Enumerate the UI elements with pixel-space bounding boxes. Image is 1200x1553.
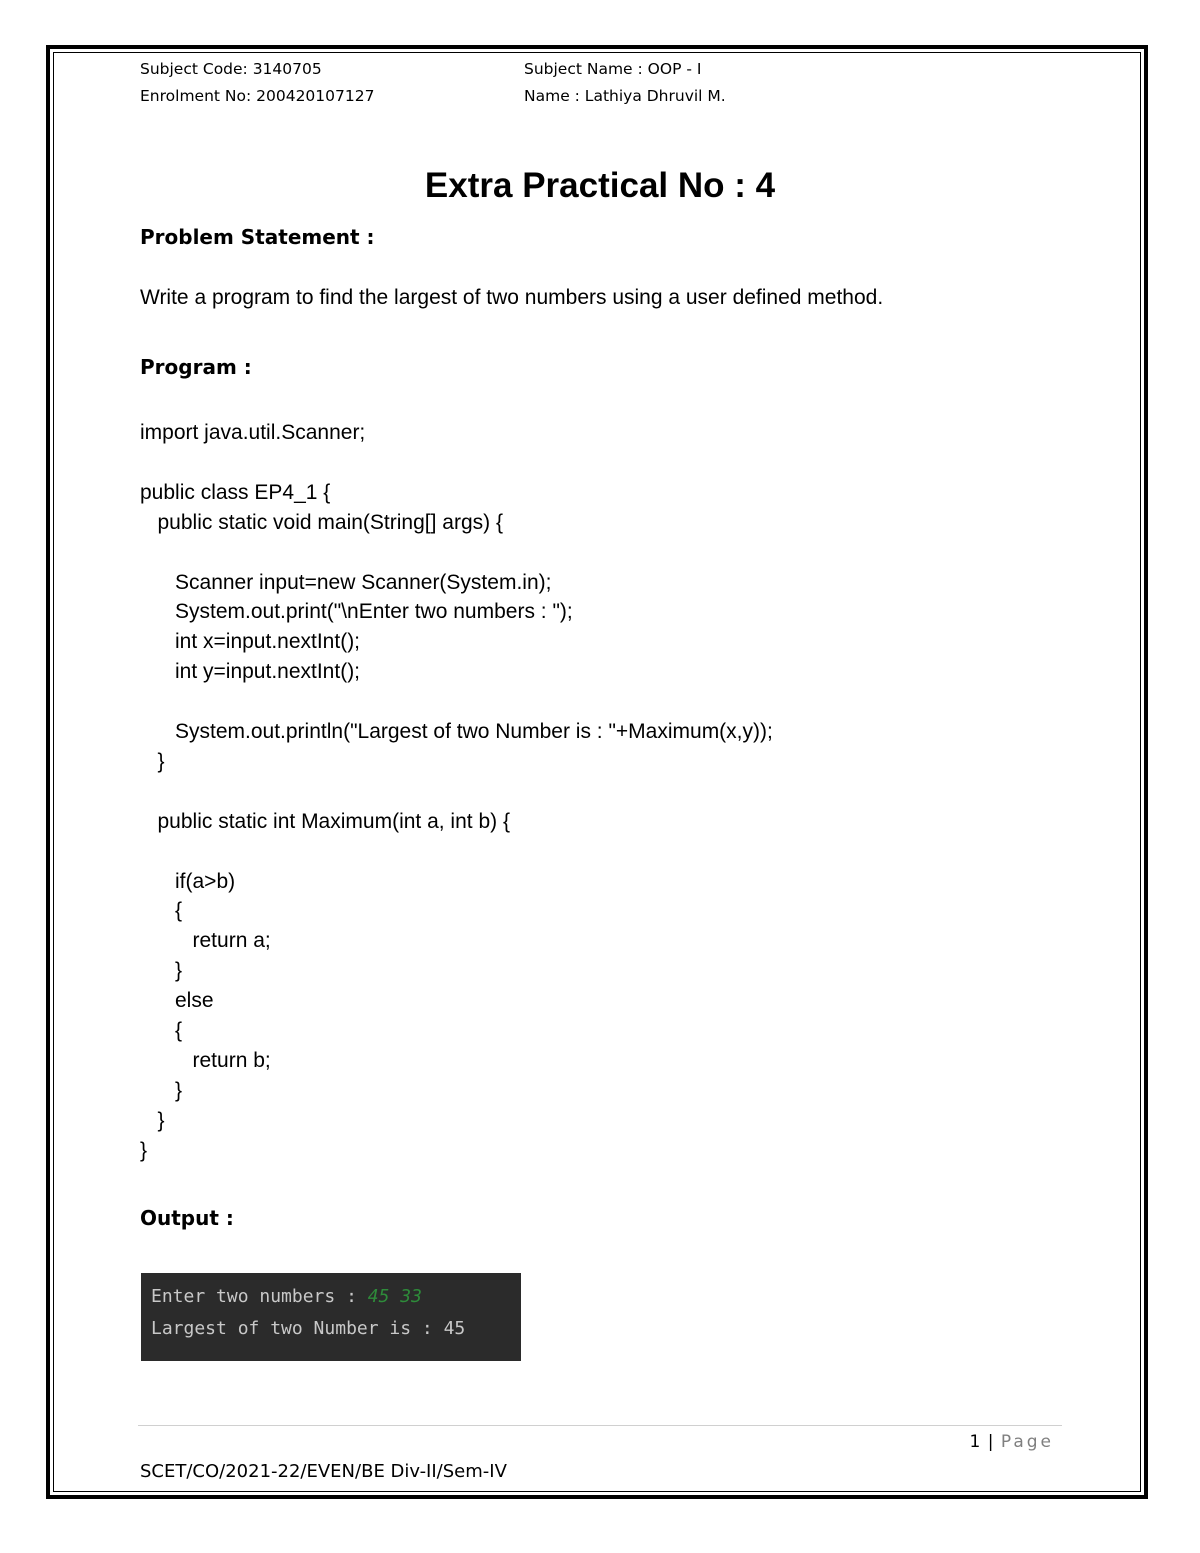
code-line: Scanner input=new Scanner(System.in); xyxy=(140,570,552,594)
code-line: { xyxy=(140,899,183,923)
code-line: if(a>b) xyxy=(140,869,236,893)
problem-statement-text: Write a program to find the largest of two numbers using a user defined method. xyxy=(140,286,884,309)
code-line: { xyxy=(140,1019,183,1043)
console-user-input: 45 33 xyxy=(367,1286,422,1307)
console-line-result: Largest of two Number is : 45 xyxy=(151,1318,466,1339)
code-line: public class EP4_1 { xyxy=(140,480,331,504)
output-console xyxy=(141,1273,521,1361)
code-line: } xyxy=(140,1138,148,1162)
student-name: Name : Lathiya Dhruvil M. xyxy=(524,87,726,105)
code-line xyxy=(140,448,773,478)
code-line xyxy=(140,687,773,717)
code-line: return b; xyxy=(140,1048,271,1072)
code-line: } xyxy=(140,1108,165,1132)
code-line: } xyxy=(140,1078,183,1102)
code-line: } xyxy=(140,749,165,773)
code-line: import java.util.Scanner; xyxy=(140,421,366,444)
enrolment-number: Enrolment No: 200420107127 xyxy=(140,87,375,105)
code-line xyxy=(140,538,773,568)
page-number-value: 1 xyxy=(969,1432,982,1452)
code-line: public static int Maximum(int a, int b) { xyxy=(140,809,510,833)
code-line: System.out.println("Largest of two Number is : "+Maximum(x,y)); xyxy=(140,720,773,744)
subject-code: Subject Code: 3140705 xyxy=(140,60,322,78)
page-title: Extra Practical No : 4 xyxy=(424,166,776,205)
output-heading: Output : xyxy=(140,1206,234,1230)
code-line xyxy=(140,777,773,807)
code-line: return a; xyxy=(140,929,271,953)
program-heading: Program : xyxy=(140,355,252,379)
footer-course-code: SCET/CO/2021-22/EVEN/BE Div-II/Sem-IV xyxy=(140,1461,507,1482)
code-line: } xyxy=(140,959,183,983)
problem-statement-heading: Problem Statement : xyxy=(140,225,375,249)
console-line-prompt xyxy=(151,1281,511,1313)
footer-divider xyxy=(138,1425,1062,1426)
code-line: int y=input.nextInt(); xyxy=(140,660,361,684)
code-line: int x=input.nextInt(); xyxy=(140,630,361,654)
page-label: Page xyxy=(1000,1432,1054,1452)
code-line: public static void main(String[] args) { xyxy=(140,510,503,534)
code-line: System.out.print("\nEnter two numbers : "); xyxy=(140,600,573,624)
subject-name: Subject Name : OOP - I xyxy=(524,60,702,78)
console-prompt-text: Enter two numbers : xyxy=(151,1286,368,1307)
program-code xyxy=(140,418,773,1166)
page-number-separator: | xyxy=(987,1432,995,1452)
page-number xyxy=(969,1432,1054,1452)
code-line xyxy=(140,837,773,867)
code-line: else xyxy=(140,989,214,1013)
